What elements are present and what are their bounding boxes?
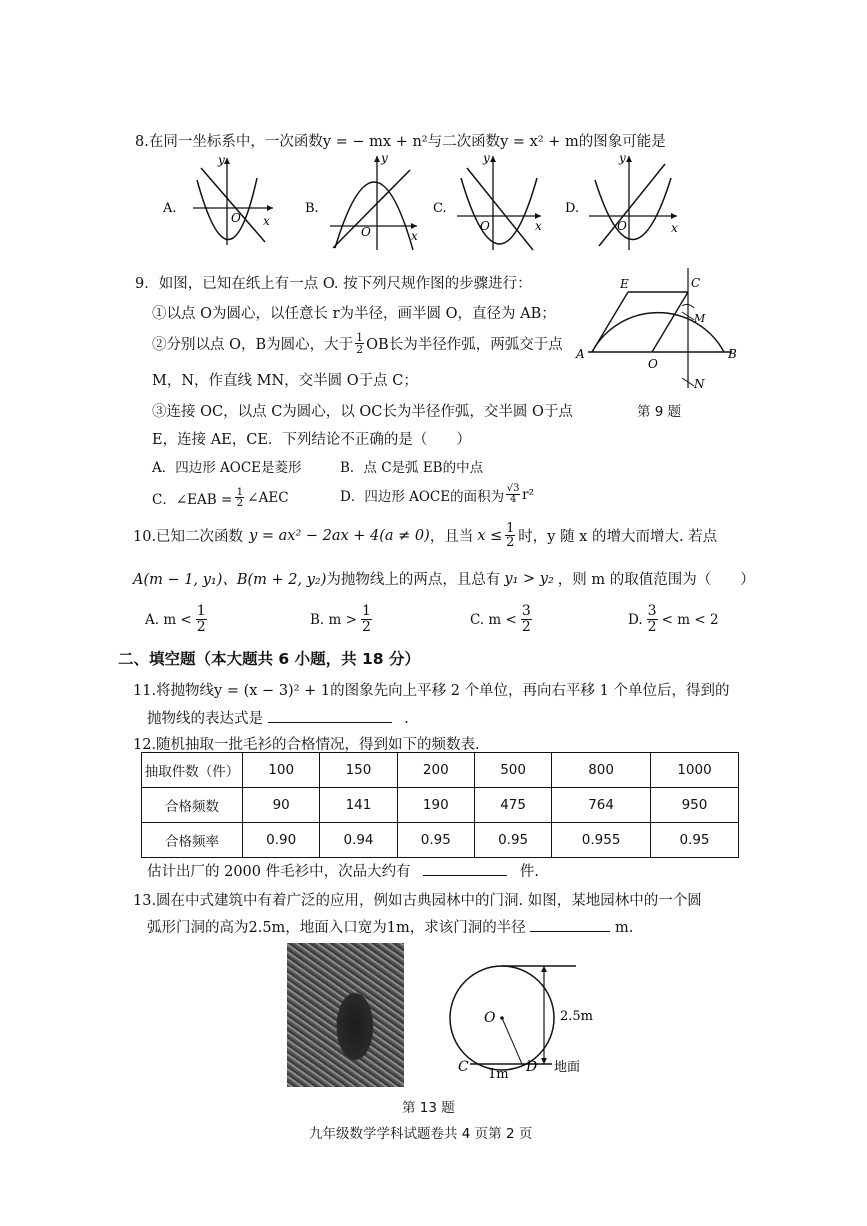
- table-cell: 合格频率: [142, 823, 243, 858]
- q9-step3b: E，连接 AE，CE．下列结论不正确的是（ ）: [152, 432, 471, 448]
- section-2-title: 二、填空题（本大题共 6 小题，共 18 分）: [118, 650, 420, 668]
- q8-d-y: y: [619, 151, 626, 165]
- q10-optd-post: < m < 2: [661, 611, 719, 628]
- q11-line2-text: 抛物线的表达式是: [147, 711, 263, 727]
- q10-cond-den: 2: [506, 535, 515, 550]
- q12-frequency-table: [141, 752, 739, 858]
- table-row: [142, 823, 739, 858]
- q10-line2-text: 为抛物线上的两点，且总有: [326, 572, 501, 588]
- q10-optc-frac: [521, 604, 532, 635]
- q10-option-b: [310, 604, 372, 635]
- table-cell: 0.95: [397, 823, 474, 858]
- q9-step1: ①以点 O为圆心，以任意长 r为半径，画半圆 O，直径为 AB；: [152, 306, 556, 322]
- q10-optd-num: 3: [647, 603, 657, 619]
- table-cell: 抽取件数（件）: [142, 753, 243, 788]
- table-cell: 200: [397, 753, 474, 788]
- q13-label-d: D: [526, 1059, 538, 1075]
- q9-step2b: OB长为半径作弧，两弧交于点: [366, 337, 563, 353]
- q10-opta-den: 2: [196, 619, 206, 635]
- q9-optc-den: 2: [236, 497, 244, 509]
- q10-optd-den: 2: [647, 619, 657, 635]
- table-cell: 0.955: [552, 823, 651, 858]
- q9-label-b: B: [728, 347, 737, 361]
- q9-step2a: ②分别以点 O，B为圆心，大于: [152, 337, 354, 353]
- q9-option-d: [340, 484, 534, 505]
- q10-cond-frac: [505, 522, 515, 549]
- garden-doorway-photo: [287, 943, 404, 1087]
- q9-optd-pre: D．四边形 AOCE的面积为: [340, 488, 505, 505]
- q8-graph-c: [457, 151, 542, 250]
- q9-optd-post: r²: [522, 486, 534, 503]
- table-cell: 150: [320, 753, 397, 788]
- q8-graphs: [155, 150, 715, 255]
- table-cell: 764: [552, 788, 651, 823]
- q13-line2: [147, 916, 633, 937]
- q9-frac-den: 2: [356, 343, 364, 356]
- q13-line1: 13.圆在中式建筑中有着广泛的应用，例如古典园林中的门洞. 如图，某地园林中的一个圆: [133, 893, 702, 909]
- q10-opta-frac: [196, 604, 207, 635]
- table-cell: 1000: [650, 753, 738, 788]
- q13-caption: 第 13 题: [402, 1100, 455, 1116]
- q13-label-width: 1m: [488, 1067, 509, 1082]
- q10-stem-b: ，且当: [429, 529, 474, 545]
- table-cell: 0.95: [474, 823, 551, 858]
- q10-optb-num: 1: [361, 603, 371, 619]
- q8-b-origin: O: [361, 225, 371, 239]
- q10-option-a: [145, 604, 207, 635]
- q8-d-x: x: [671, 221, 678, 235]
- q9-optd-den: 4: [509, 494, 517, 505]
- q10-opta-num: 1: [196, 603, 206, 619]
- q13-answer-blank[interactable]: [530, 919, 610, 932]
- table-cell: 475: [474, 788, 551, 823]
- q9-optc-pre: C．∠EAB =: [152, 491, 233, 508]
- q9-optc-frac: [235, 487, 244, 508]
- q12-stem: 12.随机抽取一批毛衫的合格情况，得到如下的频数表.: [133, 737, 480, 753]
- table-cell: 800: [552, 753, 651, 788]
- q9-label-c: C: [691, 276, 701, 290]
- q10-points: A(m − 1, y₁)、B(m + 2, y₂): [133, 572, 327, 588]
- q9-option-c: [152, 487, 289, 508]
- q10-line1: [133, 522, 717, 549]
- q8-a-origin: O: [231, 211, 241, 225]
- q8-stem: 8.在同一坐标系中，一次函数y = − mx + n²与二次函数y = x² + m的图象可能是: [135, 134, 666, 150]
- q9-frac-num: 1: [356, 331, 364, 344]
- q10-optd-pre: D.: [628, 611, 643, 628]
- q8-graph-b: [330, 151, 418, 250]
- q9-label-o: O: [648, 357, 658, 371]
- q8-graph-a: [193, 153, 273, 245]
- q9-optd-frac: [506, 484, 520, 505]
- q13-label-c: C: [458, 1059, 469, 1075]
- q11-end: .: [404, 711, 409, 727]
- q9-step3a: ③连接 OC，以点 C为圆心，以 OC长为半径作弧，交半圆 O于点: [152, 404, 573, 420]
- q9-optd-num: √3: [506, 483, 520, 494]
- q10-ineq: y₁ > y₂: [504, 570, 554, 587]
- table-cell: 100: [243, 753, 320, 788]
- q8-b-y: y: [381, 151, 388, 165]
- q10-optb-den: 2: [361, 619, 371, 635]
- q8-d-origin: O: [617, 219, 627, 233]
- q13-label-ground: 地面: [554, 1060, 581, 1075]
- q10-opta-pre: A. m <: [145, 611, 192, 628]
- table-cell: 0.94: [320, 823, 397, 858]
- q10-stem-c: 时，y 随 x 的增大而增大. 若点: [518, 529, 718, 545]
- q8-c-y: y: [483, 151, 490, 165]
- q12-after: [147, 860, 539, 881]
- q8-option-d-label: D.: [565, 201, 580, 216]
- q13-line2-pre: 弧形门洞的高为2.5m，地面入口宽为1m，求该门洞的半径: [147, 920, 526, 936]
- q10-cond-pre: x ≤: [477, 527, 503, 544]
- q9-option-b: B．点 C是弧 EB的中点: [340, 460, 484, 476]
- q10-optc-den: 2: [521, 619, 531, 635]
- q10-optb-frac: [361, 604, 372, 635]
- q12-after-pre: 估计出厂的 2000 件毛衫中，次品大约有: [147, 864, 411, 880]
- q8-a-y: y: [218, 153, 225, 167]
- q10-line2-end: ，则 m 的取值范围为（ ）: [557, 572, 755, 588]
- q11-answer-blank[interactable]: [268, 710, 392, 723]
- q8-option-c-label: C.: [433, 201, 447, 216]
- q8-c-origin: O: [480, 219, 490, 233]
- q9-step2: [152, 332, 563, 355]
- table-row: [142, 788, 739, 823]
- q10-stem-a: 10.已知二次函数: [133, 529, 244, 545]
- q10-option-d: [628, 604, 719, 635]
- q9-option-a: A．四边形 AOCE是菱形: [152, 460, 302, 476]
- q8-c-x: x: [535, 219, 542, 233]
- q11-line2: [147, 707, 409, 728]
- q10-optb-pre: B. m >: [310, 611, 357, 628]
- q8-option-a-label: A.: [163, 201, 177, 216]
- table-cell: 141: [320, 788, 397, 823]
- q10-option-c: [470, 604, 532, 635]
- table-cell: 500: [474, 753, 551, 788]
- page-footer: 九年级数学学科试题卷共 4 页第 2 页: [309, 1126, 533, 1142]
- q10-cond-num: 1: [506, 521, 515, 536]
- q9-step2-frac: [355, 332, 364, 355]
- q13-line2-post: m.: [615, 920, 634, 936]
- q9-label-n: N: [694, 377, 705, 391]
- q9-caption: 第 9 题: [637, 404, 682, 420]
- q10-line2: [133, 568, 755, 589]
- q12-answer-blank[interactable]: [423, 863, 507, 876]
- q10-optd-frac: [647, 604, 658, 635]
- q13-label-o: O: [484, 1010, 496, 1026]
- table-cell: 950: [650, 788, 738, 823]
- table-cell: 0.90: [243, 823, 320, 858]
- table-cell: 90: [243, 788, 320, 823]
- q9-stem: 9．如图，已知在纸上有一点 O. 按下列尺规作图的步骤进行：: [135, 276, 532, 292]
- q10-optc-num: 3: [521, 603, 531, 619]
- table-cell: 0.95: [650, 823, 738, 858]
- q9-label-e: E: [620, 277, 629, 291]
- q8-graph-d: [589, 151, 678, 250]
- q8-a-x: x: [263, 214, 270, 228]
- q9-optc-post: ∠AEC: [247, 489, 289, 506]
- q12-after-post: 件.: [519, 864, 539, 880]
- q9-optc-num: 1: [236, 486, 244, 498]
- q10-optc-pre: C. m <: [470, 611, 517, 628]
- q13-figure: [440, 960, 610, 1085]
- q11-line1: 11.将抛物线y = (x − 3)² + 1的图象先向上平移 2 个单位，再向右平移 1 个单位后，得到的: [133, 683, 730, 699]
- q9-figure: [570, 266, 745, 396]
- q9-label-m: M: [694, 312, 706, 325]
- q10-func: y = ax² − 2ax + 4(a ≠ 0): [249, 527, 430, 544]
- q9-step2c: M，N，作直线 MN，交半圆 O于点 C；: [152, 373, 418, 389]
- table-row: [142, 753, 739, 788]
- table-cell: 合格频数: [142, 788, 243, 823]
- table-cell: 190: [397, 788, 474, 823]
- q8-option-b-label: B.: [305, 201, 319, 216]
- q13-label-height: 2.5m: [560, 1009, 594, 1024]
- q9-label-a: A: [576, 347, 585, 361]
- q8-b-x: x: [411, 229, 418, 243]
